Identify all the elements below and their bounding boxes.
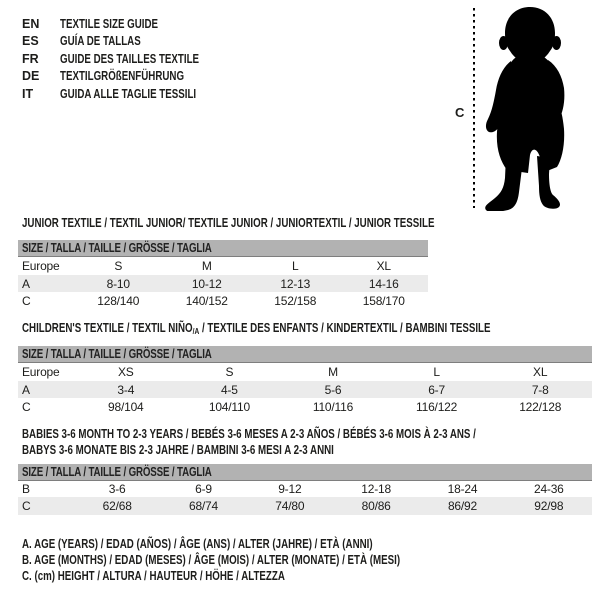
lang-title: TEXTILE SIZE GUIDE [60,16,159,31]
toddler-silhouette-icon [480,6,580,211]
language-title-block [22,15,238,103]
children-size-table [18,346,592,416]
lang-row-de [22,68,238,86]
lang-title: GUÍA DE TALLAS [60,34,141,49]
lang-row-es [22,33,238,51]
lang-code: IT [22,86,34,101]
table-row-age: A 3-4 4-5 5-6 6-7 7-8 [18,381,592,398]
legend-line-b: B. AGE (MONTHS) / EDAD (MESES) / ÂGE (MOIS) / ALTER (MONATE) / ETÀ (MESI) [22,553,401,567]
size-header-row [18,464,592,480]
children-heading-text: CHILDREN'S TEXTILE / TEXTIL NIÑO/A / TEXTILE DES ENFANTS / KINDERTEXTIL / BAMBINI TESSILE [22,321,491,336]
lang-row-it [22,85,238,103]
lang-title: GUIDA ALLE TAGLIE TESSILI [60,86,197,101]
babies-heading-line1: BABIES 3-6 MONTH TO 2-3 YEARS / BEBÉS 3-6 MESES A 2-3 AÑOS / BÉBÉS 3-6 MOIS À 2-3 ANS / [22,427,476,441]
size-header-label: SIZE / TALLA / TAILLE / GRÖSSE / TAGLIA [22,346,212,361]
size-header-row [18,346,592,362]
table-row-age: A 8-10 10-12 12-13 14-16 [18,275,428,292]
table-row-height: C 98/104 104/110 110/116 116/122 122/128 [22,400,562,414]
junior-heading-text: JUNIOR TEXTILE / TEXTIL JUNIOR/ TEXTILE JUNIOR / JUNIORTEXTIL / JUNIOR TESSILE [22,216,435,230]
size-header-label: SIZE / TALLA / TAILLE / GRÖSSE / TAGLIA [22,464,212,479]
babies-section-heading [22,426,600,458]
lang-code: FR [22,51,39,66]
table-row-age-months: B 3-6 6-9 9-12 12-18 18-24 24-36 [22,481,564,496]
legend-line-c: C. (cm) HEIGHT / ALTURA / HAUTEUR / HÖHE / ALTEZZA [22,569,285,583]
lang-code: ES [22,34,39,49]
table-row-height: C 62/68 68/74 74/80 80/86 86/92 92/98 [18,497,592,515]
lang-row-fr [22,50,238,68]
lang-title: TEXTILGRÖßENFÜHRUNG [60,69,185,84]
nino-a-subscript: /A [192,326,200,336]
table-row-height: C 128/140 140/152 152/158 158/170 [22,294,405,308]
junior-section-heading [22,216,551,230]
legend-line-a: A. AGE (YEARS) / EDAD (AÑOS) / ÂGE (ANS) / ALTER (JAHRE) / ETÀ (ANNI) [22,537,373,551]
table-row-europe: Europe XS S M L XL [22,364,548,379]
lang-row-en [22,15,238,33]
table-row-europe: Europe S M L XL [22,258,391,273]
size-header-row [18,240,428,256]
children-section-heading [22,321,600,336]
lang-title: GUIDE DES TAILLES TEXTILE [60,51,200,66]
height-dotted-line [473,8,475,208]
babies-heading-line2: BABYS 3-6 MONATE BIS 2-3 JAHRE / BAMBINI 3-6 MESI A 2-3 ANNI [22,443,334,457]
lang-code: EN [22,16,40,31]
lang-code: DE [22,69,40,84]
babies-size-table [18,464,592,515]
junior-size-table [18,240,428,310]
size-header-label: SIZE / TALLA / TAILLE / GRÖSSE / TAGLIA [22,240,212,255]
height-measure-label: C [455,105,465,120]
measurement-legend [22,537,507,585]
